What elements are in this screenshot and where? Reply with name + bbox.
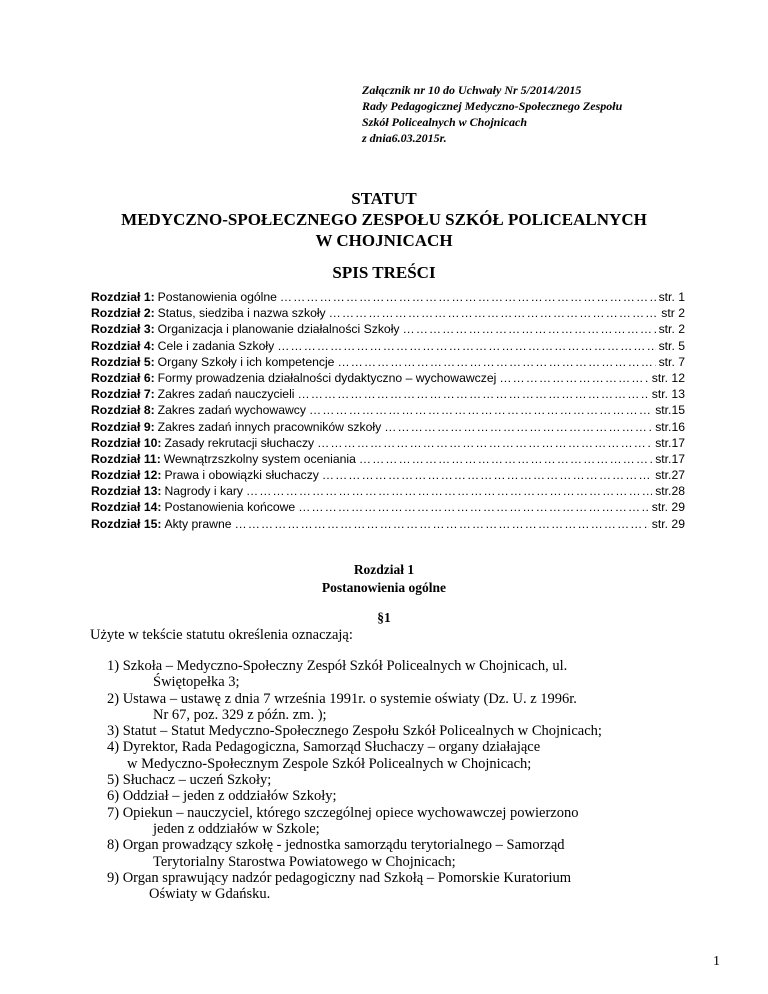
toc-row[interactable] <box>91 322 685 338</box>
document-title: STATUT <box>351 189 417 208</box>
definition-line: Nr 67, poz. 329 z późn. zm. ); <box>153 706 327 723</box>
school-name: MEDYCZNO-SPOŁECZNEGO ZESPOŁU SZKÓŁ POLICEALNYCH <box>121 210 647 229</box>
toc-row[interactable] <box>91 403 685 419</box>
toc-chapter: Rozdział 10: <box>91 435 162 450</box>
toc-dot-leader <box>329 306 659 320</box>
definition-line: 9) Organ sprawujący nadzór pedagogiczny nad Szkołą – Pomorskie Kuratorium <box>107 869 572 886</box>
toc-page: str. 29 <box>651 516 685 531</box>
toc-row[interactable] <box>91 484 685 500</box>
toc-page: str. 1 <box>658 290 685 304</box>
annex-line: Szkół Policealnych w Chojnicach <box>362 115 528 129</box>
toc-row[interactable] <box>91 517 685 533</box>
toc-page: str.17 <box>655 435 685 450</box>
toc-chapter: Rozdział 4: <box>91 338 155 353</box>
toc-chapter-name: Zasady rekrutacji słuchaczy <box>164 435 315 450</box>
table-of-contents <box>91 290 685 533</box>
definition-line: 4) Dyrektor, Rada Pedagogiczna, Samorząd Słuchaczy – organy działające <box>107 739 541 756</box>
toc-dot-leader <box>298 387 649 401</box>
toc-row[interactable] <box>91 500 685 516</box>
toc-page: str.15 <box>655 403 685 418</box>
toc-chapter-name: Wewnątrzszkolny system oceniania <box>163 451 356 466</box>
toc-page: str. 2 <box>658 322 685 337</box>
annex-line: z dnia6.03.2015r. <box>362 131 447 145</box>
toc-dot-leader <box>280 290 656 304</box>
toc-row[interactable] <box>91 468 685 484</box>
annex-line: Załącznik nr 10 do Uchwały Nr 5/2014/2015 <box>362 83 582 97</box>
toc-chapter: Rozdział 5: <box>91 354 155 369</box>
toc-dot-leader <box>246 484 652 498</box>
section-title: Postanowienia ogólne <box>321 580 447 595</box>
toc-page: str.16 <box>655 419 685 434</box>
toc-page: str.28 <box>655 484 685 499</box>
toc-chapter-name: Organizacja i planowanie działalności Szkoły <box>157 322 400 337</box>
toc-row[interactable] <box>91 306 685 322</box>
toc-chapter: Rozdział 3: <box>91 322 155 337</box>
toc-chapter-name: Zakres zadań innych pracowników szkoły <box>157 419 382 434</box>
toc-page: str. 13 <box>651 387 685 402</box>
paragraph-mark: §1 <box>377 610 391 625</box>
definition-line: 1) Szkoła – Medyczno-Społeczny Zespół Szkół Policealnych w Chojnicach, ul. <box>107 658 568 674</box>
toc-chapter-name: Nagrody i kary <box>164 484 244 499</box>
toc-dot-leader <box>403 322 656 336</box>
toc-dot-leader <box>317 436 652 450</box>
toc-chapter: Rozdział 7: <box>91 387 155 402</box>
toc-chapter-name: Akty prawne <box>164 516 232 531</box>
toc-chapter: Rozdział 8: <box>91 403 155 418</box>
toc-page: str. 29 <box>651 500 685 515</box>
toc-chapter-name: Formy prowadzenia działalności dydaktyczno – wychowawczej <box>157 370 497 385</box>
toc-chapter: Rozdział 12: <box>91 468 162 483</box>
definition-line: Świętopełka 3; <box>153 674 240 691</box>
toc-dot-leader <box>298 500 649 514</box>
toc-row[interactable] <box>91 452 685 468</box>
definition-line: Oświaty w Gdańsku. <box>149 886 271 903</box>
toc-page: str. 7 <box>658 354 685 369</box>
toc-chapter-name: Prawa i obowiązki słuchaczy <box>164 468 319 483</box>
annex-line: Rady Pedagogicznej Medyczno-Społecznego Zespołu <box>362 99 623 113</box>
definition-line: 7) Opiekun – nauczyciel, którego szczególnej opiece wychowawczej powierzono <box>107 804 579 821</box>
toc-chapter-name: Postanowienia końcowe <box>164 500 296 515</box>
definition-line: 2) Ustawa – ustawę z dnia 7 września 1991r. o systemie oświaty (Dz. U. z 1996r. <box>107 690 577 707</box>
toc-dot-leader <box>309 403 652 417</box>
toc-chapter: Rozdział 2: <box>91 306 155 321</box>
toc-page: str.17 <box>655 451 685 466</box>
toc-dot-leader <box>384 420 652 434</box>
toc-dot-leader <box>499 371 648 385</box>
definitions-list <box>107 658 707 902</box>
page-number: 1 <box>713 954 720 969</box>
definition-line: 8) Organ prowadzący szkołę - jednostka samorządu terytorialnego – Samorząd <box>107 837 565 854</box>
toc-page: str. 12 <box>651 370 685 385</box>
toc-row[interactable] <box>91 339 685 355</box>
toc-chapter-name: Cele i zadania Szkoły <box>157 338 275 353</box>
toc-chapter: Rozdział 6: <box>91 370 155 385</box>
toc-dot-leader <box>277 339 655 353</box>
definition-line: w Medyczno-Społecznym Zespole Szkół Policealnych w Chojnicach; <box>127 755 532 772</box>
toc-row[interactable] <box>91 436 685 452</box>
toc-chapter-name: Zakres zadań wychowawcy <box>157 403 306 418</box>
toc-dot-leader <box>235 517 649 531</box>
toc-heading: SPIS TREŚCI <box>332 263 436 282</box>
toc-dot-leader <box>359 452 652 466</box>
section-chapter: Rozdział 1 <box>353 562 415 577</box>
intro-text: Użyte w tekście statutu określenia oznaczają: <box>90 627 353 643</box>
toc-page: str 2 <box>661 306 685 321</box>
toc-chapter-name: Status, siedziba i nazwa szkoły <box>157 306 326 321</box>
definition-line: 5) Słuchacz – uczeń Szkoły; <box>107 772 272 789</box>
toc-chapter: Rozdział 14: <box>91 500 162 515</box>
toc-chapter-name: Zakres zadań nauczycieli <box>157 387 295 402</box>
toc-chapter-name: Postanowienia ogólne <box>157 290 277 304</box>
toc-row[interactable] <box>91 387 685 403</box>
annex-note <box>362 82 722 146</box>
definition-line: Terytorialny Starostwa Powiatowego w Chojnicach; <box>153 853 456 870</box>
toc-chapter-name: Organy Szkoły i ich kompetencje <box>157 354 335 369</box>
toc-page: str. 5 <box>658 338 685 353</box>
school-city: W CHOJNICACH <box>315 231 453 250</box>
toc-chapter: Rozdział 1: <box>91 290 155 304</box>
definition-line: jeden z oddziałów w Szkole; <box>153 820 320 837</box>
toc-page: str.27 <box>655 468 685 483</box>
toc-dot-leader <box>337 355 655 369</box>
toc-chapter: Rozdział 11: <box>91 451 161 466</box>
toc-dot-leader <box>322 468 652 482</box>
toc-row[interactable] <box>91 371 685 387</box>
toc-row[interactable] <box>91 355 685 371</box>
definition-line: 6) Oddział – jeden z oddziałów Szkoły; <box>107 788 337 805</box>
toc-chapter: Rozdział 13: <box>91 484 162 499</box>
toc-row[interactable] <box>91 420 685 436</box>
toc-row[interactable] <box>91 290 685 306</box>
toc-chapter: Rozdział 15: <box>91 516 162 531</box>
definition-line: 3) Statut – Statut Medyczno-Społecznego Zespołu Szkół Policealnych w Chojnicach; <box>107 723 602 740</box>
toc-chapter: Rozdział 9: <box>91 419 155 434</box>
